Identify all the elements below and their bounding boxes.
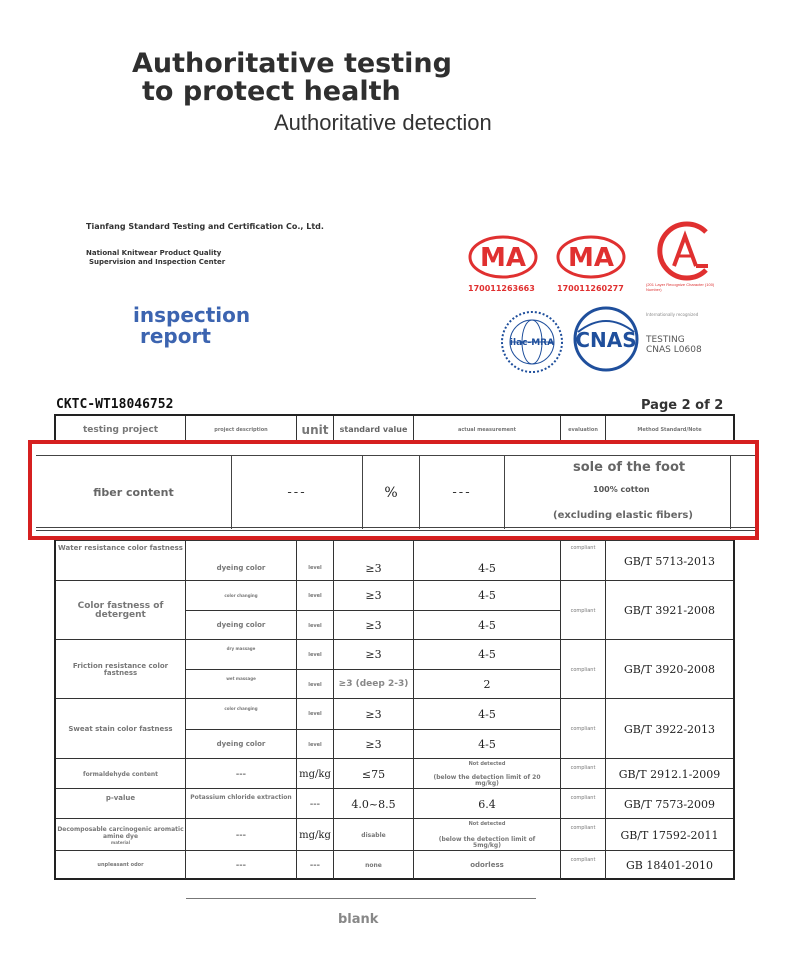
detergent-std1: ≥3 [365, 589, 382, 602]
table-row-amine [56, 818, 733, 850]
org-center [86, 249, 225, 267]
inspection-report-title [133, 305, 250, 347]
testing-label: TESTING [646, 335, 685, 345]
detergent-res1: 4-5 [478, 589, 496, 602]
inspection-report-line1: inspection [133, 303, 251, 327]
table-row-detergent [56, 580, 733, 639]
sweat-sub2: dyeing color [216, 740, 266, 748]
detergent-unit2: level [308, 622, 322, 629]
testing-accreditation [646, 312, 716, 355]
water-sub: dyeing color [216, 563, 266, 572]
fiber-content-row [36, 455, 759, 528]
ph-result: 6.4 [478, 797, 496, 811]
fiber-content-highlight [28, 440, 759, 540]
fiber-unit: % [384, 484, 398, 501]
detergent-std2: ≥3 [365, 619, 382, 632]
fiber-row-bottom [36, 530, 759, 536]
sweat-res2: 4-5 [478, 738, 496, 751]
headline-line2: to protect health [142, 76, 401, 107]
odor-desc: --- [235, 859, 247, 871]
friction-res2: 2 [483, 678, 491, 691]
formaldehyde-unit: mg/kg [299, 768, 331, 780]
formaldehyde-method: GB/T 2912.1-2009 [618, 767, 721, 781]
detergent-sub1: color changing [224, 593, 258, 598]
ph-unit: --- [309, 798, 321, 810]
formaldehyde-std: ≤75 [361, 767, 386, 781]
blank-label: blank [338, 912, 379, 927]
org-center-line2: Supervision and Inspection Center [89, 258, 226, 266]
ma-logo-1-text: MA [480, 243, 526, 273]
report-number: CKTC-WT18046752 [56, 397, 174, 412]
ma-logo-2-text: MA [568, 243, 614, 273]
org-name: Tianfang Standard Testing and Certification Co., Ltd. [86, 222, 324, 231]
friction-eval: compliant [570, 666, 596, 673]
formaldehyde-desc: --- [235, 768, 247, 780]
header-method-standard: Method Standard/Note [637, 427, 702, 433]
friction-method: GB/T 3920-2008 [623, 663, 716, 676]
sweat-eval: compliant [570, 726, 596, 732]
cotton-result: 100% cotton [593, 485, 650, 494]
odor-std: none [365, 861, 382, 869]
sweat-std2: ≥3 [365, 738, 382, 751]
ma-number-1: 170011263663 [468, 284, 535, 293]
cnas-logo [570, 306, 642, 377]
ph-label: p-value [105, 794, 136, 802]
odor-result: odorless [470, 860, 504, 869]
table-row-friction [56, 639, 733, 698]
footer-divider [186, 898, 536, 899]
table-row-ph [56, 788, 733, 818]
water-eval: compliant [570, 545, 596, 551]
org-center-line1: National Knitwear Product Quality [86, 249, 222, 257]
friction-unit1: level [308, 651, 322, 658]
header-testing-project: testing project [82, 425, 159, 435]
odor-unit: --- [309, 859, 321, 871]
amine-result-note: (below the detection limit of 5mg/kg) [438, 836, 536, 849]
friction-sub1: dry massage [226, 646, 256, 651]
fiber-desc: --- [287, 485, 307, 500]
excluding-note: (excluding elastic fibers) [553, 510, 693, 521]
table-row-formaldehyde [56, 758, 733, 788]
detergent-label: Color fastness of detergent [77, 600, 164, 620]
odor-method: GB 18401-2010 [625, 858, 714, 872]
sweat-unit2: level [308, 741, 322, 748]
odor-eval: compliant [570, 857, 596, 863]
amine-method: GB/T 17592-2011 [620, 828, 719, 842]
formaldehyde-eval: compliant [570, 765, 596, 771]
friction-unit2: level [308, 681, 322, 688]
ph-std: 4.0~8.5 [351, 797, 396, 811]
ma-number-2: 170011260277 [557, 284, 624, 293]
testing-cnas-number: CNAS L0608 [646, 345, 702, 355]
ilac-mra-logo [500, 310, 564, 379]
table-row-odor [56, 850, 733, 878]
amine-desc: --- [235, 829, 247, 841]
friction-sub2: wet massage [226, 676, 256, 681]
cal-logo [654, 220, 718, 287]
sweat-unit1: level [308, 711, 322, 717]
water-label: Water resistance color fastness [58, 544, 183, 552]
ma-logo-1 [468, 234, 538, 280]
ma-logo-2 [556, 234, 626, 280]
detergent-unit1: level [308, 592, 322, 599]
formaldehyde-result: Not detected [468, 761, 506, 767]
ph-eval: compliant [570, 795, 596, 801]
friction-std2: ≥3 (deep 2-3) [338, 679, 409, 689]
water-method: GB/T 5713-2013 [623, 554, 716, 568]
water-result: 4-5 [478, 561, 496, 575]
headline-line1: Authoritative testing [132, 48, 452, 79]
amine-std: disable [361, 831, 386, 839]
fiber-content-label: fiber content [93, 486, 174, 499]
sole-of-foot-label: sole of the foot [573, 460, 686, 475]
friction-std1: ≥3 [365, 648, 382, 661]
detergent-res2: 4-5 [478, 619, 496, 632]
amine-unit: mg/kg [299, 829, 331, 841]
detergent-eval: compliant [570, 607, 596, 614]
cnas-text: CNAS [575, 328, 637, 352]
ph-method: GB/T 7573-2009 [623, 797, 716, 811]
water-std: ≥3 [365, 561, 382, 575]
table-row-water [56, 540, 733, 580]
water-unit: level [308, 565, 322, 571]
odor-label: unpleasant odor [97, 862, 144, 868]
header-evaluation: evaluation [568, 427, 598, 433]
sweat-label: Sweat stain color fastness [68, 724, 173, 733]
table-row-sweat [56, 698, 733, 758]
formaldehyde-result-note: (below the detection limit of 20 mg/kg) [433, 774, 541, 787]
detergent-method: GB/T 3921-2008 [623, 604, 716, 617]
amine-label: Decomposable carcinogenic aromatic amine dye [57, 825, 184, 840]
page-indicator: Page 2 of 2 [641, 398, 724, 413]
amine-eval: compliant [570, 825, 596, 831]
friction-res1: 4-5 [478, 648, 496, 661]
formaldehyde-label: formaldehyde content [82, 770, 159, 778]
amine-result: Not detected [468, 821, 506, 827]
header-actual-measurement: actual measurement [457, 427, 517, 433]
header-standard-value: standard value [339, 425, 408, 434]
sweat-std1: ≥3 [365, 707, 382, 721]
inspection-report-line2: report [140, 324, 211, 348]
friction-label: Friction resistance color fastness [72, 661, 169, 677]
sweat-res1: 4-5 [478, 707, 496, 721]
sweat-method: GB/T 3922-2013 [623, 722, 716, 736]
header-project-description: project description [214, 427, 268, 433]
sweat-sub1: color changing [224, 706, 258, 711]
header-unit: unit [301, 423, 329, 437]
fiber-std: --- [452, 485, 472, 500]
cal-caption: (201 Layer Recognize Character (100) Number) [646, 282, 715, 292]
detergent-sub2: dyeing color [216, 621, 266, 629]
subheadline: Authoritative detection [274, 110, 492, 135]
testing-small-text: Internationally recognized [646, 312, 699, 317]
ph-desc: Potassium chloride extraction [190, 794, 292, 801]
amine-sub: material [111, 839, 130, 845]
ilac-text: ilac-MRA [509, 338, 555, 348]
headline [132, 50, 452, 106]
